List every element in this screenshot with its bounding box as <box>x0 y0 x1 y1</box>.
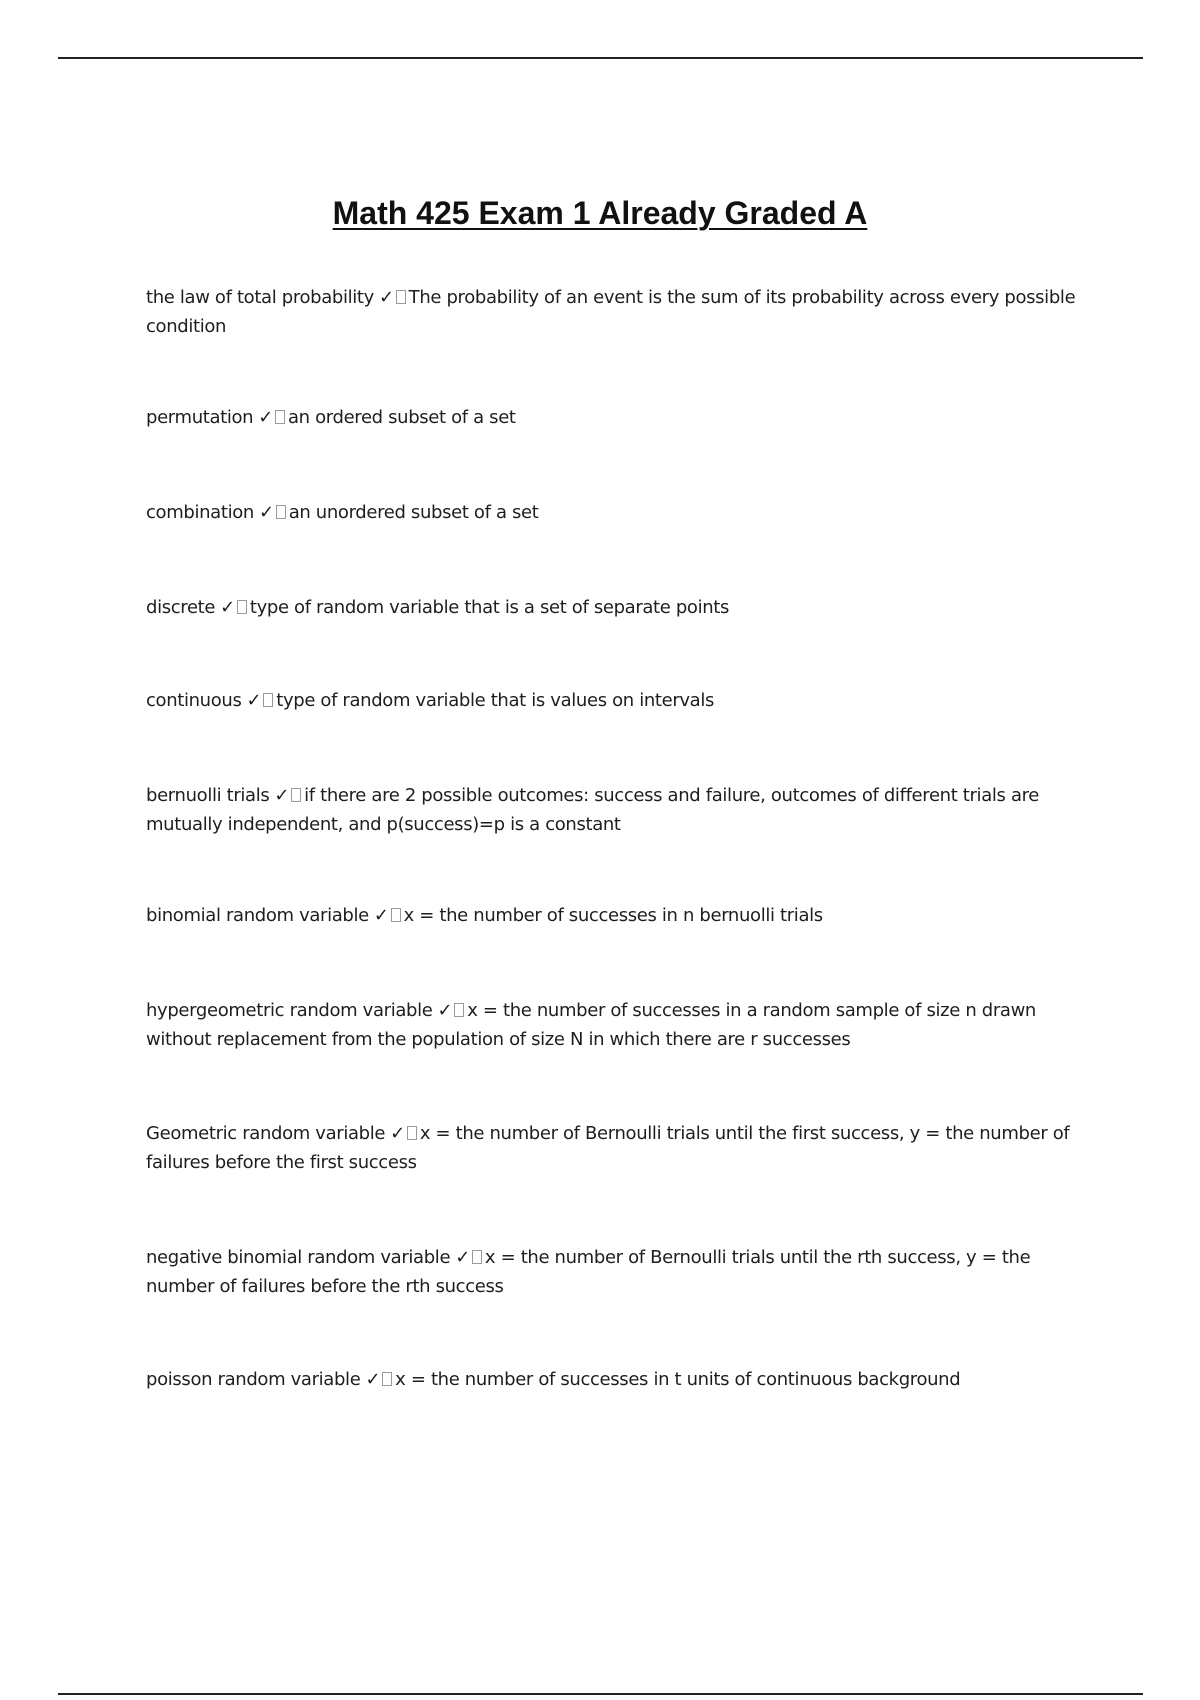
entry-term: the law of total probability <box>146 287 374 308</box>
entry-definition: type of random variable that is values on intervals <box>276 690 715 711</box>
entry-definition: x = the number of successes in n bernuolli trials <box>403 905 823 926</box>
entry-term: poisson random variable <box>146 1369 361 1390</box>
missing-glyph-icon <box>396 290 406 304</box>
entry-continuous <box>146 686 1086 715</box>
check-icon: ✓ <box>258 407 273 428</box>
entry-definition: The probability of an event is the sum of its probability across every possible condition <box>146 287 1076 337</box>
entry-definition: x = the number of Bernoulli trials until the first success, y = the number of failures before the first success <box>146 1123 1070 1173</box>
entry-term: permutation <box>146 407 254 428</box>
missing-glyph-icon <box>276 505 286 519</box>
entry-definition: type of random variable that is a set of separate points <box>249 597 730 618</box>
entry-term: discrete <box>146 597 216 618</box>
document-title <box>0 193 1200 233</box>
entry-permutation <box>146 403 1086 432</box>
missing-glyph-icon <box>382 1372 392 1386</box>
bottom-rule <box>58 1693 1143 1695</box>
entry-discrete <box>146 593 1086 622</box>
missing-glyph-icon <box>391 908 401 922</box>
entry-combination <box>146 498 1086 527</box>
entry-term: binomial random variable <box>146 905 369 926</box>
check-icon: ✓ <box>220 597 235 618</box>
entry-term: bernuolli trials <box>146 785 270 806</box>
entry-hypergeometric-random-variable <box>146 996 1086 1054</box>
entry-term: continuous <box>146 690 242 711</box>
entry-term: hypergeometric random variable <box>146 1000 433 1021</box>
check-icon: ✓ <box>274 785 290 806</box>
missing-glyph-icon <box>237 600 247 614</box>
missing-glyph-icon <box>472 1250 482 1264</box>
entry-geometric-random-variable <box>146 1119 1086 1177</box>
check-icon: ✓ <box>246 690 262 711</box>
check-icon: ✓ <box>365 1369 381 1390</box>
entry-term: Geometric random variable <box>146 1123 386 1144</box>
entry-binomial-random-variable <box>146 901 1086 930</box>
missing-glyph-icon <box>275 410 285 424</box>
missing-glyph-icon <box>263 693 273 707</box>
entry-definition: if there are 2 possible outcomes: success and failure, outcomes of different trials are mutually independent, and p(success)=p is a constant <box>146 785 1039 835</box>
entry-poisson-random-variable <box>146 1365 1086 1394</box>
entry-definition: x = the number of successes in t units of continuous background <box>395 1369 961 1390</box>
entry-term: combination <box>146 502 254 523</box>
check-icon: ✓ <box>378 287 394 308</box>
missing-glyph-icon <box>291 788 301 802</box>
top-rule <box>58 57 1143 59</box>
check-icon: ✓ <box>437 1000 453 1021</box>
missing-glyph-icon <box>407 1126 417 1140</box>
check-icon: ✓ <box>373 905 389 926</box>
entry-bernuolli-trials <box>146 781 1086 839</box>
document-title-text: Math 425 Exam 1 Already Graded A <box>332 195 868 231</box>
missing-glyph-icon <box>454 1003 464 1017</box>
check-icon: ✓ <box>258 502 274 523</box>
entry-definition: x = the number of Bernoulli trials until the rth success, y = the number of failures before the rth success <box>146 1247 1031 1297</box>
entry-term: negative binomial random variable <box>146 1247 451 1268</box>
entry-definition: x = the number of successes in a random sample of size n drawn without replacement from the population of size N in which there are r successes <box>146 1000 1036 1050</box>
entry-law-of-total-probability <box>146 283 1086 341</box>
entry-negative-binomial-random-variable <box>146 1243 1086 1301</box>
check-icon: ✓ <box>390 1123 405 1144</box>
entry-definition: an unordered subset of a set <box>288 502 539 523</box>
check-icon: ✓ <box>455 1247 470 1268</box>
entry-definition: an ordered subset of a set <box>287 407 516 428</box>
